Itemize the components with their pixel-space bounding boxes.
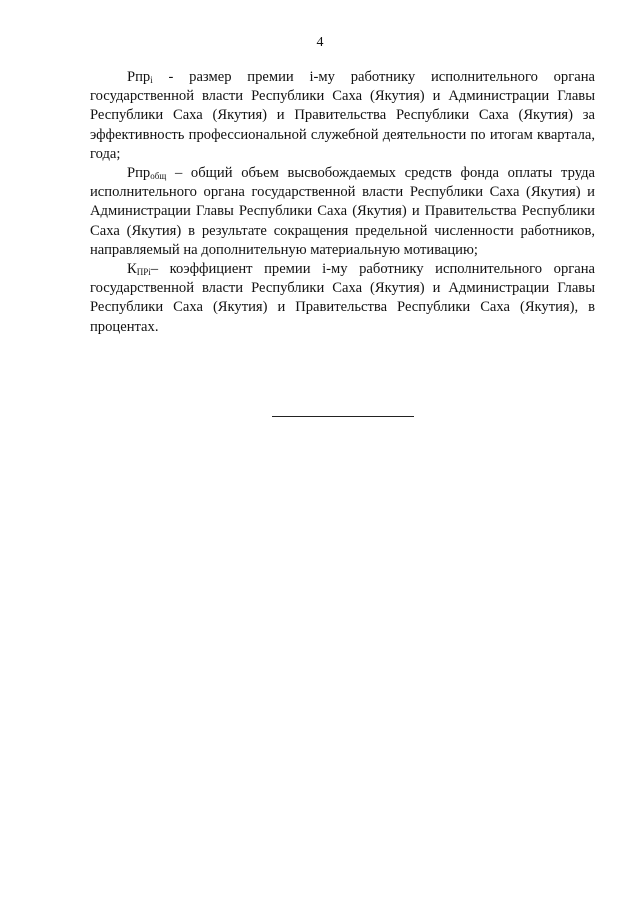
symbol: Рпр [127, 165, 151, 182]
definition-premium-size [90, 68, 595, 164]
definition-text: - размер премии i-му работнику исполнительного органа государственной власти Республики Саха (Якутия) и Администрации Главы Республики Саха (Якутия) и Правительства Республики Саха (Якутия) за эффективность профессиональной служебной деятельности по итогам квартала, года; [90, 69, 595, 162]
symbol-subscript: i [150, 75, 153, 85]
definition-text: – общий объем высвобождаемых средств фонда оплаты труда исполнительного органа государственной власти Республики Саха (Якутия) и Администрации Главы Республики Саха (Якутия) и Правительства Республики Саха (Якутия) в результате сокращения предельной численности работников, направляемый на дополнительную материальную мотивацию; [90, 165, 595, 258]
definition-text: – коэффициент премии i-му работнику исполнительного органа государственной власти Республики Саха (Якутия) и Администрации Главы Республики Саха (Якутия) и Правительства Республики Саха (Якутия), в процентах. [90, 261, 595, 335]
symbol: Pпр [127, 69, 151, 85]
definition-total-volume [90, 164, 595, 260]
page-number: 4 [316, 35, 324, 50]
symbol: К [127, 261, 137, 278]
symbol-subscript: ПРi [136, 267, 151, 278]
symbol-subscript: общ [150, 171, 167, 182]
definition-coefficient [90, 260, 595, 337]
definitions-block [90, 68, 595, 337]
end-separator-line [272, 416, 414, 417]
